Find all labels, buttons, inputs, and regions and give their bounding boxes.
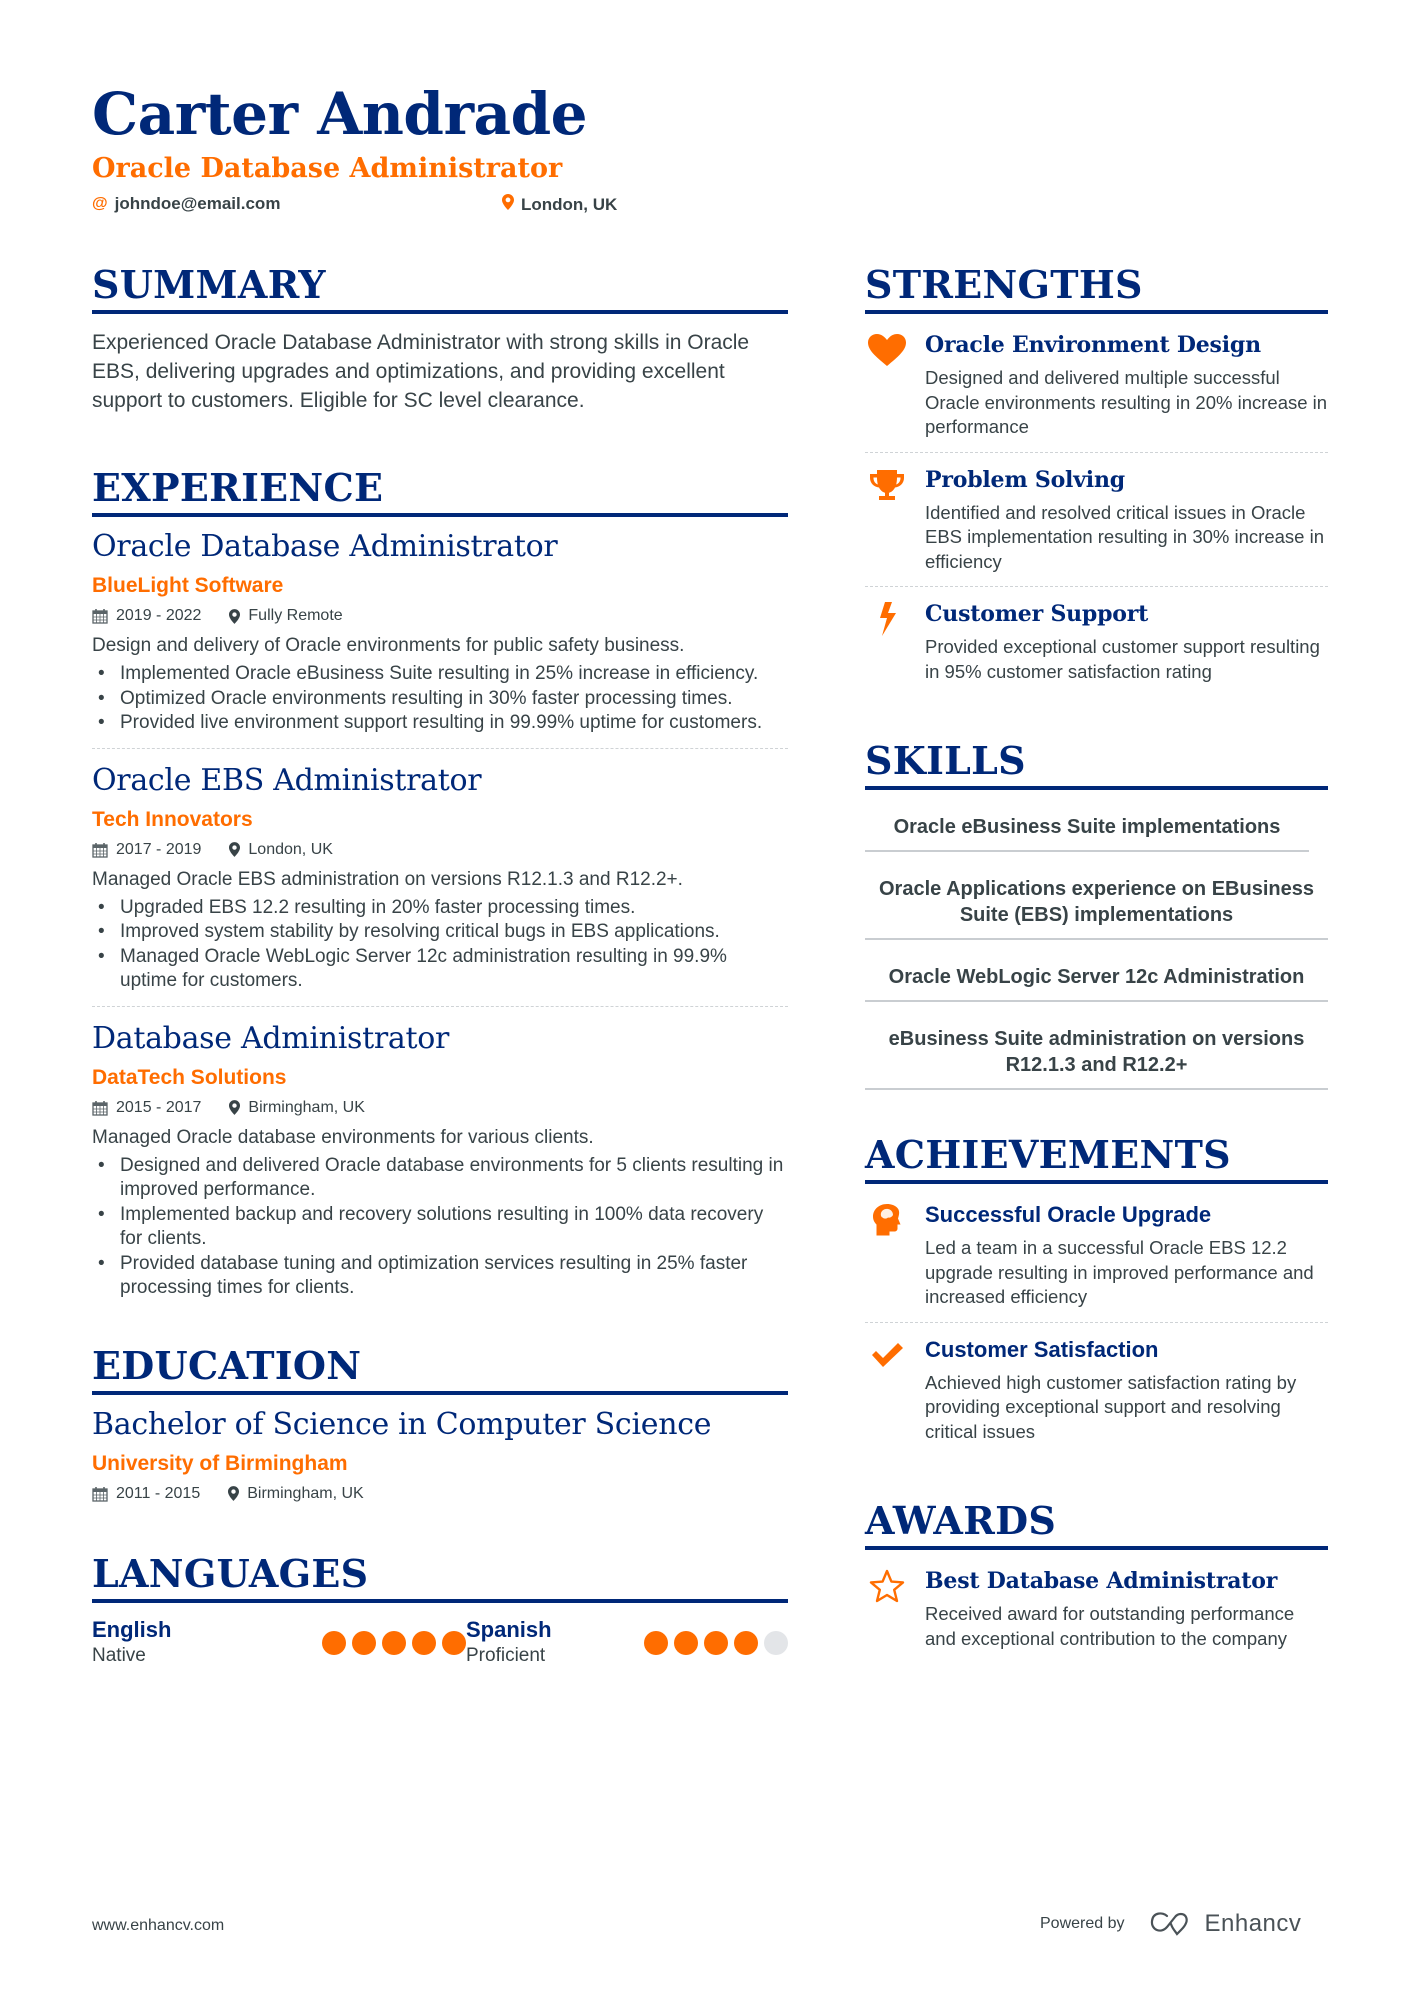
language-name: Spanish — [466, 1616, 552, 1642]
proficiency-dot-filled — [352, 1631, 376, 1655]
summary-section — [92, 262, 788, 415]
achievement-title: Successful Oracle Upgrade — [925, 1202, 1212, 1227]
strength-title: Problem Solving — [925, 466, 1125, 493]
lightning-icon — [867, 601, 907, 637]
job-bullet: • Provided database tuning and optimization services resulting in 25% faster processing times for clients. — [92, 1252, 788, 1301]
proficiency-dots — [322, 1631, 466, 1655]
job-description: Managed Oracle database environments for various clients. — [92, 1126, 594, 1148]
job-location: Birmingham, UK — [248, 1098, 365, 1116]
experience-entry — [92, 761, 788, 1007]
location-pin-icon — [228, 1486, 239, 1501]
proficiency-dot-filled — [382, 1631, 406, 1655]
achievement-title: Customer Satisfaction — [925, 1336, 1159, 1362]
awards-section — [865, 1498, 1328, 1663]
location-pin-icon — [229, 609, 240, 624]
right-column — [865, 262, 1328, 1663]
candidate-name: Carter Andrade — [92, 80, 588, 148]
strength-description: Identified and resolved critical issues in Oracle EBS implementation resulting in 30% increase in efficiency — [925, 501, 1324, 572]
strength-title: Oracle Environment Design — [925, 332, 1261, 358]
at-sign-icon: @ — [92, 195, 108, 212]
experience-entry — [92, 527, 788, 749]
company-name: Tech Innovators — [92, 807, 253, 831]
skill-tag: Oracle Applications experience on EBusiness Suite (EBS) implementations — [865, 866, 1328, 940]
experience-entry — [92, 1019, 788, 1313]
strengths-section — [865, 262, 1328, 696]
job-description: Design and delivery of Oracle environments for public safety business. — [92, 635, 685, 656]
languages-section — [92, 1551, 788, 1669]
proficiency-dot-filled — [734, 1631, 758, 1655]
job-title: Database Administrator — [92, 1020, 450, 1056]
footer-website[interactable]: www.enhancv.com — [92, 1917, 225, 1934]
enhancv-logo[interactable] — [1149, 1910, 1302, 1938]
heart-icon — [867, 332, 907, 368]
job-bullets — [92, 1154, 788, 1301]
contact-info — [92, 194, 1322, 224]
location-text: London, UK — [521, 194, 618, 214]
award-item — [865, 1554, 1328, 1663]
school-name: University of Birmingham — [92, 1451, 348, 1475]
proficiency-dot-filled — [442, 1631, 466, 1655]
location-pin-icon — [229, 1100, 240, 1115]
job-bullet: • Implemented Oracle eBusiness Suite resulting in 25% increase in efficiency. — [92, 662, 788, 687]
languages-list — [92, 1617, 788, 1669]
calendar-icon — [92, 608, 108, 624]
section-heading: EDUCATION — [92, 1343, 788, 1395]
job-bullets — [92, 662, 788, 736]
achievement-item — [865, 1188, 1328, 1323]
location-pin-icon — [502, 194, 514, 215]
award-title: Best Database Administrator — [925, 1568, 1278, 1594]
section-heading: EXPERIENCE — [92, 465, 788, 517]
calendar-icon — [92, 1486, 108, 1502]
job-bullet: • Optimized Oracle environments resulting in 30% faster processing times. — [92, 687, 788, 712]
education-location: Birmingham, UK — [247, 1484, 364, 1502]
skills-section — [865, 738, 1328, 1090]
job-dates: 2017 - 2019 — [116, 840, 202, 858]
education-meta — [92, 1481, 788, 1507]
job-bullet: • Managed Oracle WebLogic Server 12c administration resulting in 99.9% uptime for customers. — [92, 945, 788, 994]
job-dates: 2019 - 2022 — [116, 607, 202, 624]
language-level: Proficient — [466, 1644, 546, 1666]
award-description: Received award for outstanding performance and exceptional contribution to the company — [925, 1603, 1295, 1649]
proficiency-dot-empty — [764, 1631, 788, 1655]
email-contact[interactable] — [92, 194, 280, 214]
job-meta — [92, 603, 788, 629]
company-name: DataTech Solutions — [92, 1065, 287, 1089]
job-bullet: • Implemented backup and recovery solutions resulting in 100% data recovery for clients. — [92, 1203, 788, 1252]
section-heading: SKILLS — [865, 738, 1328, 790]
location-contact — [502, 194, 617, 215]
language-name: English — [92, 1616, 172, 1642]
skill-tag: eBusiness Suite administration on versions R12.1.3 and R12.2+ — [865, 1016, 1328, 1090]
resume-header — [92, 78, 1322, 224]
job-location: London, UK — [248, 840, 333, 858]
section-heading: ACHIEVEMENTS — [865, 1132, 1328, 1184]
job-dates: 2015 - 2017 — [116, 1098, 202, 1116]
degree-title: Bachelor of Science in Computer Science — [92, 1406, 712, 1442]
education-section — [92, 1343, 788, 1507]
summary-text: Experienced Oracle Database Administrator with strong skills in Oracle EBS, delivering upgrades and optimizations, and providing excellent support to customers. Eligible for SC level clearance. — [92, 331, 750, 412]
education-entry — [92, 1405, 788, 1507]
strength-description: Designed and delivered multiple successful Oracle environments resulting in 20% increase in performance — [925, 367, 1328, 437]
proficiency-dot-filled — [412, 1631, 436, 1655]
proficiency-dot-filled — [674, 1631, 698, 1655]
skill-tag: Oracle eBusiness Suite implementations — [865, 804, 1309, 852]
language-level: Native — [92, 1644, 146, 1666]
section-heading: STRENGTHS — [865, 262, 1328, 314]
strength-title: Customer Support — [925, 601, 1149, 627]
strength-item — [865, 318, 1328, 453]
strength-item — [865, 587, 1328, 696]
section-heading: LANGUAGES — [92, 1551, 788, 1603]
trophy-icon — [867, 467, 907, 503]
calendar-icon — [92, 1100, 108, 1116]
brand-name: Enhancv — [1204, 1910, 1302, 1937]
strength-description: Provided exceptional customer support resulting in 95% customer satisfaction rating — [925, 636, 1320, 682]
company-name: BlueLight Software — [92, 574, 284, 597]
achievements-section — [865, 1132, 1328, 1456]
job-title: Oracle EBS Administrator — [92, 762, 482, 798]
skills-list — [865, 804, 1328, 1090]
proficiency-dots — [644, 1631, 788, 1655]
experience-section — [92, 465, 788, 1313]
powered-by-text: Powered by — [1040, 1915, 1125, 1932]
email-text[interactable]: johndoe@email.com — [114, 194, 281, 213]
job-bullets — [92, 896, 788, 994]
job-bullet: • Designed and delivered Oracle database environments for 5 clients resulting in improved performance. — [92, 1154, 788, 1203]
skill-tag: Oracle WebLogic Server 12c Administration — [865, 954, 1328, 1002]
language-item — [92, 1617, 466, 1669]
strength-item — [865, 453, 1328, 588]
achievement-description: Achieved high customer satisfaction rating by providing exceptional support and resolving critical issues — [925, 1371, 1297, 1442]
education-dates: 2011 - 2015 — [116, 1484, 201, 1502]
language-item — [466, 1617, 788, 1669]
job-description: Managed Oracle EBS administration on versions R12.1.3 and R12.2+. — [92, 868, 683, 890]
footer-branding — [1040, 1910, 1301, 1938]
location-pin-icon — [229, 842, 240, 857]
head-brain-icon — [867, 1202, 907, 1238]
job-meta — [92, 837, 788, 863]
proficiency-dot-filled — [704, 1631, 728, 1655]
job-meta — [92, 1095, 788, 1121]
job-bullet: • Provided live environment support resulting in 99.99% uptime for customers. — [92, 711, 788, 736]
proficiency-dot-filled — [322, 1631, 346, 1655]
achievement-description: Led a team in a successful Oracle EBS 12.2 upgrade resulting in improved performance and increased efficiency — [925, 1237, 1314, 1307]
section-heading: AWARDS — [865, 1498, 1328, 1550]
achievement-item — [865, 1323, 1328, 1457]
section-heading: SUMMARY — [92, 262, 788, 314]
candidate-title: Oracle Database Administrator — [92, 153, 563, 184]
left-column — [92, 262, 788, 1669]
proficiency-dot-filled — [644, 1631, 668, 1655]
checkmark-icon — [867, 1337, 907, 1373]
job-bullet: • Improved system stability by resolving critical bugs in EBS applications. — [92, 920, 788, 945]
star-outline-icon — [867, 1568, 907, 1604]
job-bullet: • Upgraded EBS 12.2 resulting in 20% faster processing times. — [92, 896, 788, 921]
job-title: Oracle Database Administrator — [92, 529, 558, 564]
calendar-icon — [92, 842, 108, 858]
job-location: Fully Remote — [248, 607, 343, 624]
